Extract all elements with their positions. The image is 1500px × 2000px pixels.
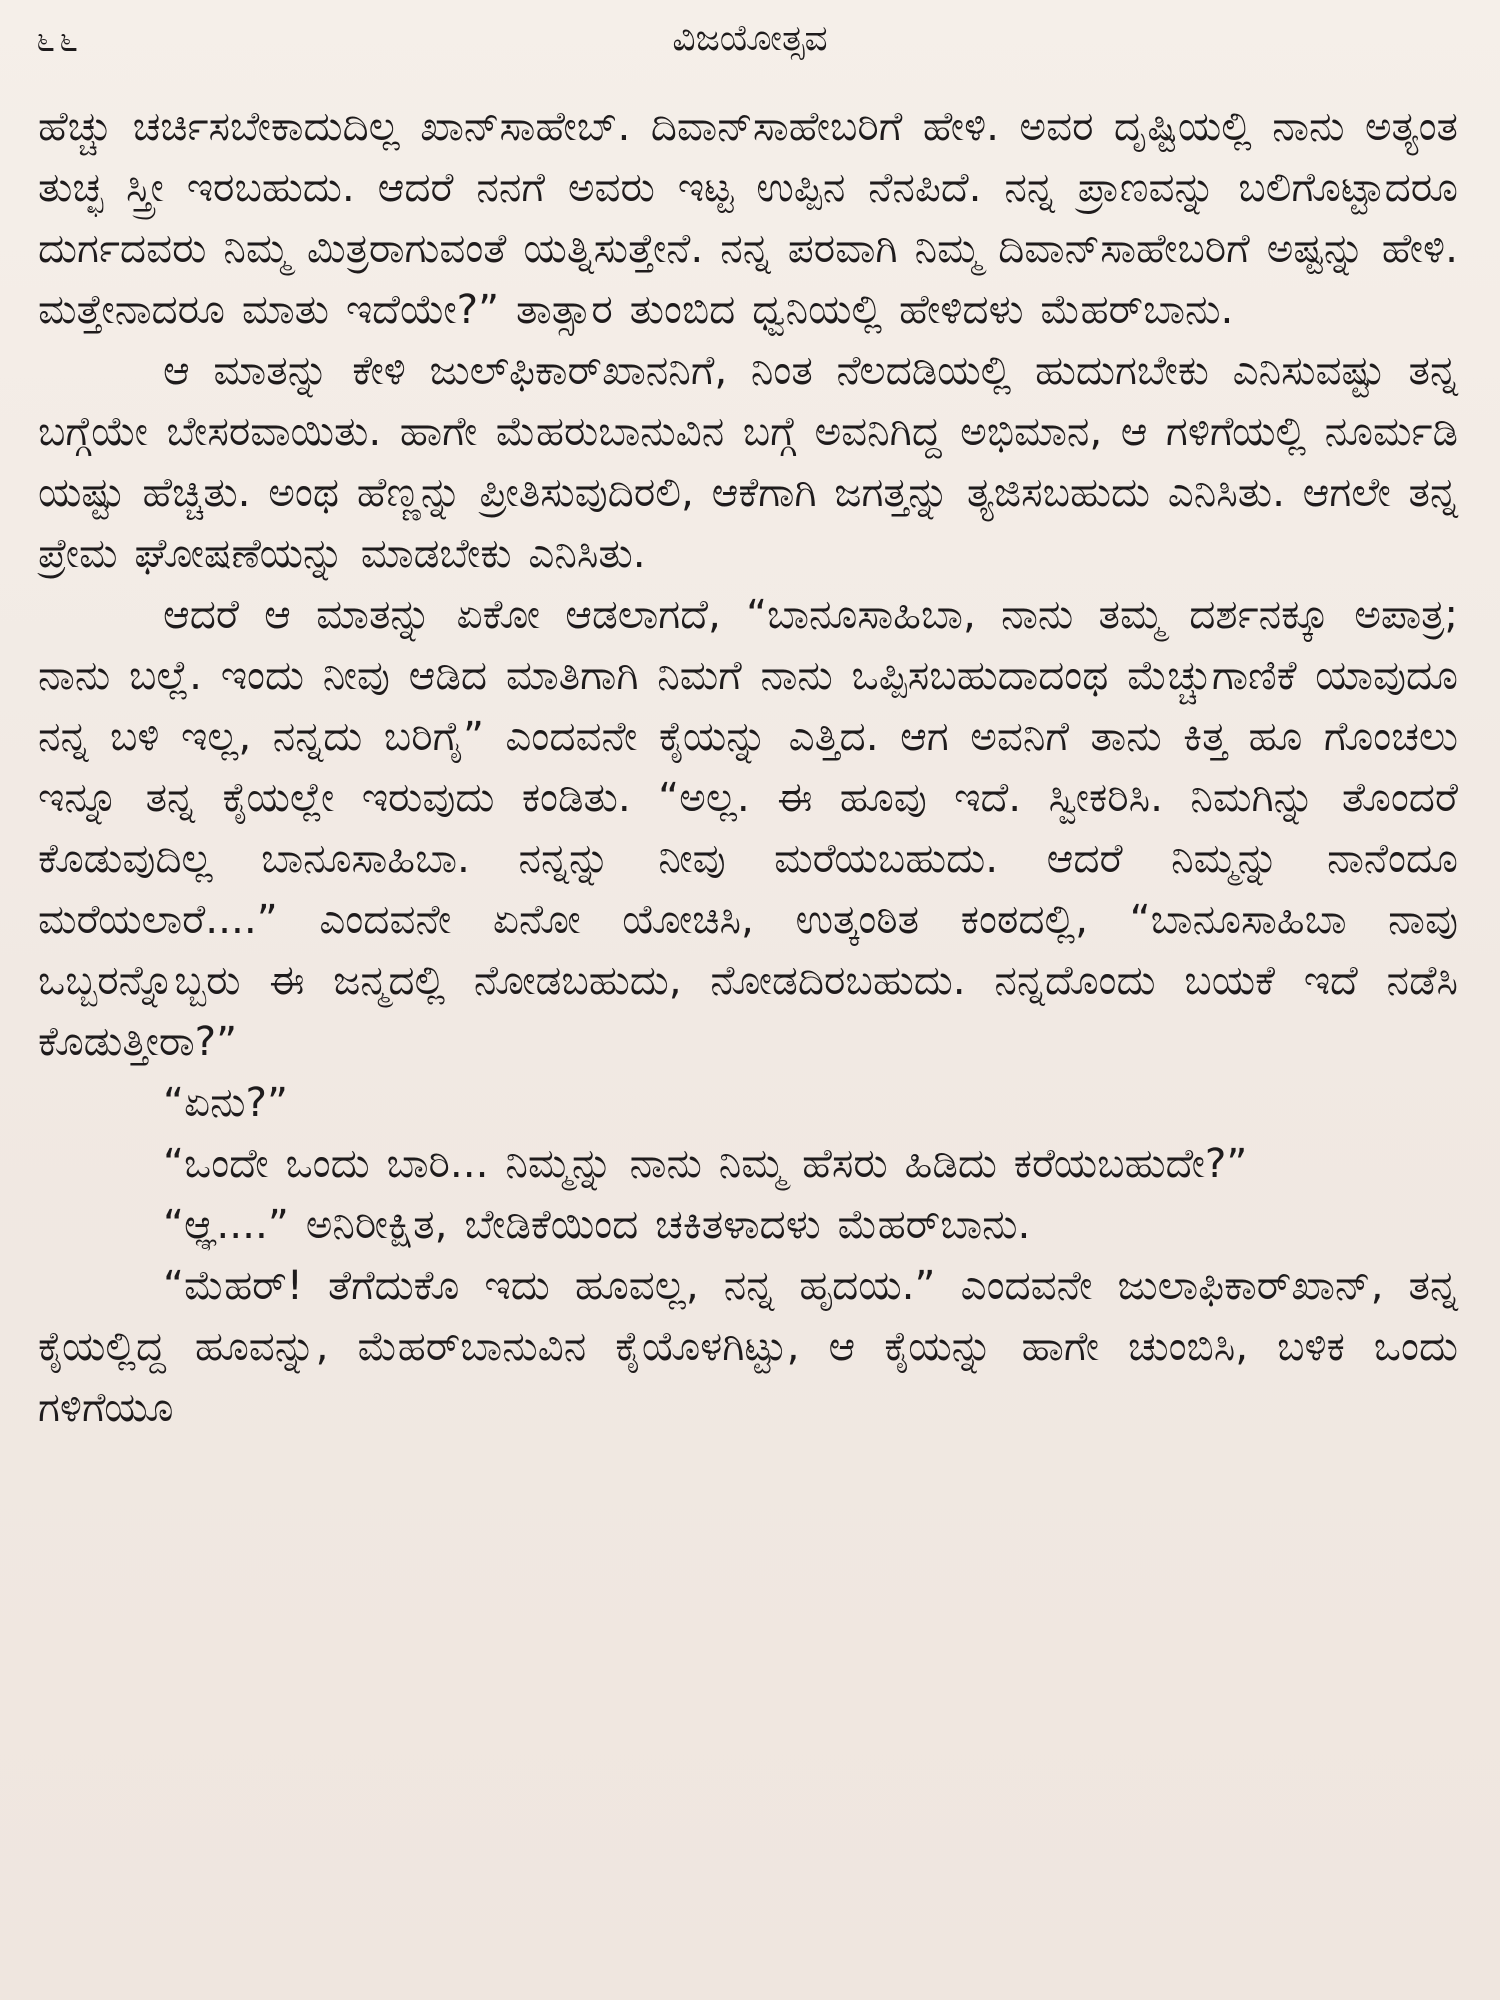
paragraph-2: ಆ ಮಾತನ್ನು ಕೇಳಿ ಜುಲ್‌ಫಿಕಾರ್‌ಖಾನನಿಗೆ, ನಿಂತ ನೆಲದಡಿಯಲ್ಲಿ ಹುದುಗಬೇಕು ಎನಿಸುವಷ್ಟು ತನ್ನ ಬಗ್ಗೆಯೇ ಬೇಸರವಾಯಿತು. ಹಾಗೇ ಮೆಹರುಬಾನುವಿನ ಬಗ್ಗೆ ಅವನಿಗಿದ್ದ ಅಭಿಮಾನ, ಆ ಗಳಿಗೆಯಲ್ಲಿ ನೂರ್ಮಡಿ ಯಷ್ಟು ಹೆಚ್ಚಿತು. ಅಂಥ ಹೆಣ್ಣನ್ನು ಪ್ರೀತಿಸುವುದಿರಲಿ, ಆಕೆಗಾಗಿ ಜಗತ್ತನ್ನು ತ್ಯಜಿಸಬಹುದು ಎನಿಸಿತು. ಆಗಲೇ ತನ್ನ ಪ್ರೇಮ ಘೋಷಣೆಯನ್ನು ಮಾಡಬೇಕು ಎನಿಸಿತು. — [38, 346, 1458, 577]
paragraph-3: ಆದರೆ ಆ ಮಾತನ್ನು ಏಕೋ ಆಡಲಾಗದೆ, “ಬಾನೂಸಾಹಿಬಾ, ನಾನು ತಮ್ಮ ದರ್ಶನಕ್ಕೂ ಅಪಾತ್ರ; ನಾನು ಬಲ್ಲೆ. ಇಂದು ನೀವು ಆಡಿದ ಮಾತಿಗಾಗಿ ನಿಮಗೆ ನಾನು ಒಪ್ಪಿಸಬಹುದಾದಂಥ ಮೆಚ್ಚುಗಾಣಿಕೆ ಯಾವುದೂ ನನ್ನ ಬಳಿ ಇಲ್ಲ, ನನ್ನದು ಬರಿಗೈ” ಎಂದವನೇ ಕೈಯನ್ನು ಎತ್ತಿದ. ಆಗ ಅವನಿಗೆ ತಾನು ಕಿತ್ತ ಹೂ ಗೊಂಚಲು ಇನ್ನೂ ತನ್ನ ಕೈಯಲ್ಲೇ ಇರುವುದು ಕಂಡಿತು. “ಅಲ್ಲ. ಈ ಹೂವು ಇದೆ. ಸ್ವೀಕರಿಸಿ. ನಿಮಗಿನ್ನು ತೊಂದರೆ ಕೊಡುವುದಿಲ್ಲ ಬಾನೂಸಾಹಿಬಾ. ನನ್ನನ್ನು ನೀವು ಮರೆಯಬಹುದು. ಆದರೆ ನಿಮ್ಮನ್ನು ನಾನೆಂದೂ ಮರೆಯಲಾರೆ....” ಎಂದವನೇ ಏನೋ ಯೋಚಿಸಿ, ಉತ್ಕಂಠಿತ ಕಂಠದಲ್ಲಿ, “ಬಾನೂಸಾಹಿಬಾ ನಾವು ಒಬ್ಬರನ್ನೊಬ್ಬರು ಈ ಜನ್ಮದಲ್ಲಿ ನೋಡಬಹುದು, ನೋಡದಿರಬಹುದು. ನನ್ನದೊಂದು ಬಯಕೆ ಇದೆ ನಡೆಸಿ ಕೊಡುತ್ತೀರಾ?” — [38, 590, 1458, 1065]
paragraph-5: “ಒಂದೇ ಒಂದು ಬಾರಿ... ನಿಮ್ಮನ್ನು ನಾನು ನಿಮ್ಮ ಹೆಸರು ಹಿಡಿದು ಕರೆಯಬಹುದೇ?” — [163, 1139, 1248, 1187]
paragraph-6: “ಆ್ಞ....” ಅನಿರೀಕ್ಷಿತ, ಬೇಡಿಕೆಯಿಂದ ಚಕಿತಳಾದಳು ಮೆಹರ್‌ಬಾನು. — [163, 1200, 1031, 1248]
page-number: ೬೬ — [36, 20, 83, 60]
paragraph-7: “ಮೆಹರ್! ತೆಗೆದುಕೊ ಇದು ಹೂವಲ್ಲ, ನನ್ನ ಹೃದಯ.” ಎಂದವನೇ ಜುಲಾಫಿಕಾರ್‌ಖಾನ್, ತನ್ನ ಕೈಯಲ್ಲಿದ್ದ ಹೂವನ್ನು, ಮೆಹರ್‌ಬಾನುವಿನ ಕೈಯೊಳಗಿಟ್ಟು, ಆ ಕೈಯನ್ನು ಹಾಗೇ ಚುಂಬಿಸಿ, ಬಳಿಕ ಒಂದು ಗಳಿಗೆಯೂ — [38, 1261, 1458, 1431]
paragraph-1: ಹೆಚ್ಚು ಚರ್ಚಿಸಬೇಕಾದುದಿಲ್ಲ ಖಾನ್‌ಸಾಹೇಬ್. ದಿವಾನ್‌ಸಾಹೇಬರಿಗೆ ಹೇಳಿ. ಅವರ ದೃಷ್ಟಿಯಲ್ಲಿ ನಾನು ಅತ್ಯಂತ ತುಚ್ಛ ಸ್ತ್ರೀ ಇರಬಹುದು. ಆದರೆ ನನಗೆ ಅವರು ಇಟ್ಟ ಉಪ್ಪಿನ ನೆನಪಿದೆ. ನನ್ನ ಪ್ರಾಣವನ್ನು ಬಲಿಗೊಟ್ಟಾದರೂ ದುರ್ಗದವರು ನಿಮ್ಮ ಮಿತ್ರರಾಗುವಂತೆ ಯತ್ನಿಸುತ್ತೇನೆ. ನನ್ನ ಪರವಾಗಿ ನಿಮ್ಮ ದಿವಾನ್‌ಸಾಹೇಬರಿಗೆ ಅಷ್ಟನ್ನು ಹೇಳಿ. ಮತ್ತೇನಾದರೂ ಮಾತು ಇದೆಯೇ?” ತಾತ್ಸಾರ ತುಂಬಿದ ಧ್ವನಿಯಲ್ಲಿ ಹೇಳಿದಳು ಮೆಹರ್‌ಬಾನು. — [38, 102, 1458, 333]
running-title: ವಿಜಯೋತ್ಸವ — [672, 18, 828, 59]
paragraph-4: “ಏನು?” — [163, 1078, 288, 1126]
body-text — [38, 96, 1458, 1438]
running-header — [36, 14, 1464, 74]
